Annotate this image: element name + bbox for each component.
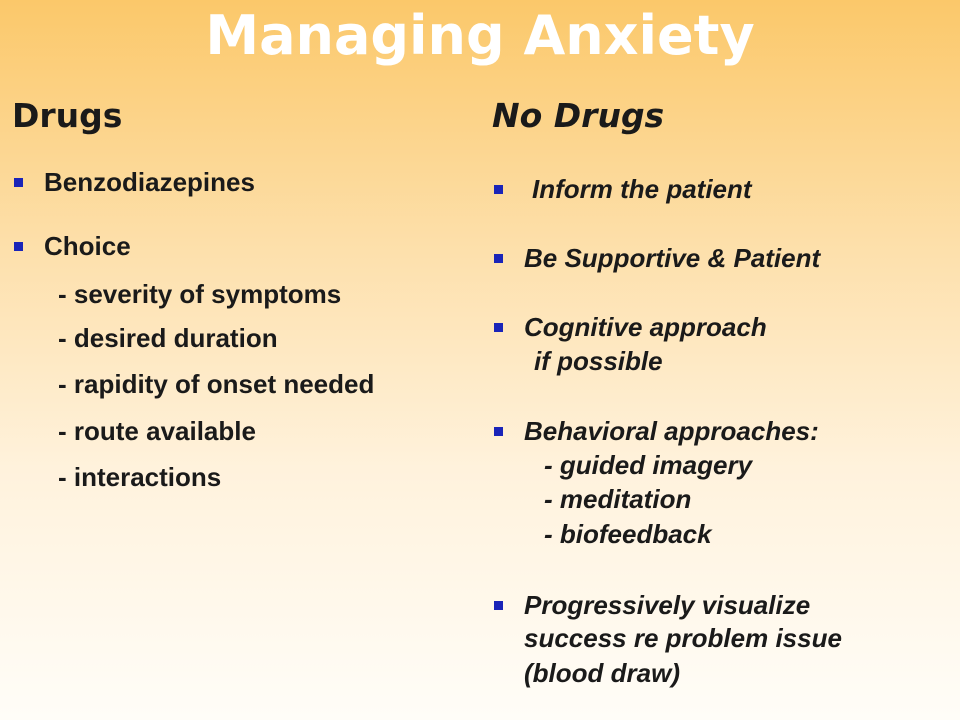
square-bullet-icon: [494, 601, 503, 610]
choice-sub-item: - route available: [58, 416, 256, 446]
no-drugs-item-inform: Inform the patient: [532, 174, 752, 204]
no-drugs-item-visualize-cont: (blood draw): [524, 658, 680, 688]
square-bullet-icon: [14, 178, 23, 187]
choice-sub-item: - interactions: [58, 462, 222, 492]
square-bullet-icon: [494, 185, 503, 194]
behavioral-sub-item: - guided imagery: [544, 450, 753, 480]
no-drugs-item-visualize-cont: success re problem issue: [524, 623, 842, 653]
drugs-item-choice: Choice: [44, 231, 131, 261]
behavioral-sub-item: - biofeedback: [544, 519, 712, 549]
square-bullet-icon: [14, 242, 23, 251]
no-drugs-item-cognitive-cont: if possible: [534, 346, 663, 376]
square-bullet-icon: [494, 427, 503, 436]
drugs-item-benzodiazepines: Benzodiazepines: [44, 167, 255, 197]
slide-title: Managing Anxiety: [205, 4, 755, 67]
no-drugs-item-supportive: Be Supportive & Patient: [524, 243, 821, 273]
choice-sub-item: - desired duration: [58, 323, 278, 353]
choice-sub-item: - rapidity of onset needed: [58, 369, 375, 399]
no-drugs-item-visualize: Progressively visualize: [524, 590, 811, 620]
behavioral-sub-item: - meditation: [544, 484, 692, 514]
no-drugs-heading: No Drugs: [492, 96, 665, 135]
drugs-heading: Drugs: [12, 96, 123, 135]
no-drugs-item-behavioral: Behavioral approaches:: [524, 416, 819, 446]
square-bullet-icon: [494, 254, 503, 263]
choice-sub-item: - severity of symptoms: [58, 279, 342, 309]
no-drugs-item-cognitive: Cognitive approach: [524, 312, 767, 342]
square-bullet-icon: [494, 323, 503, 332]
